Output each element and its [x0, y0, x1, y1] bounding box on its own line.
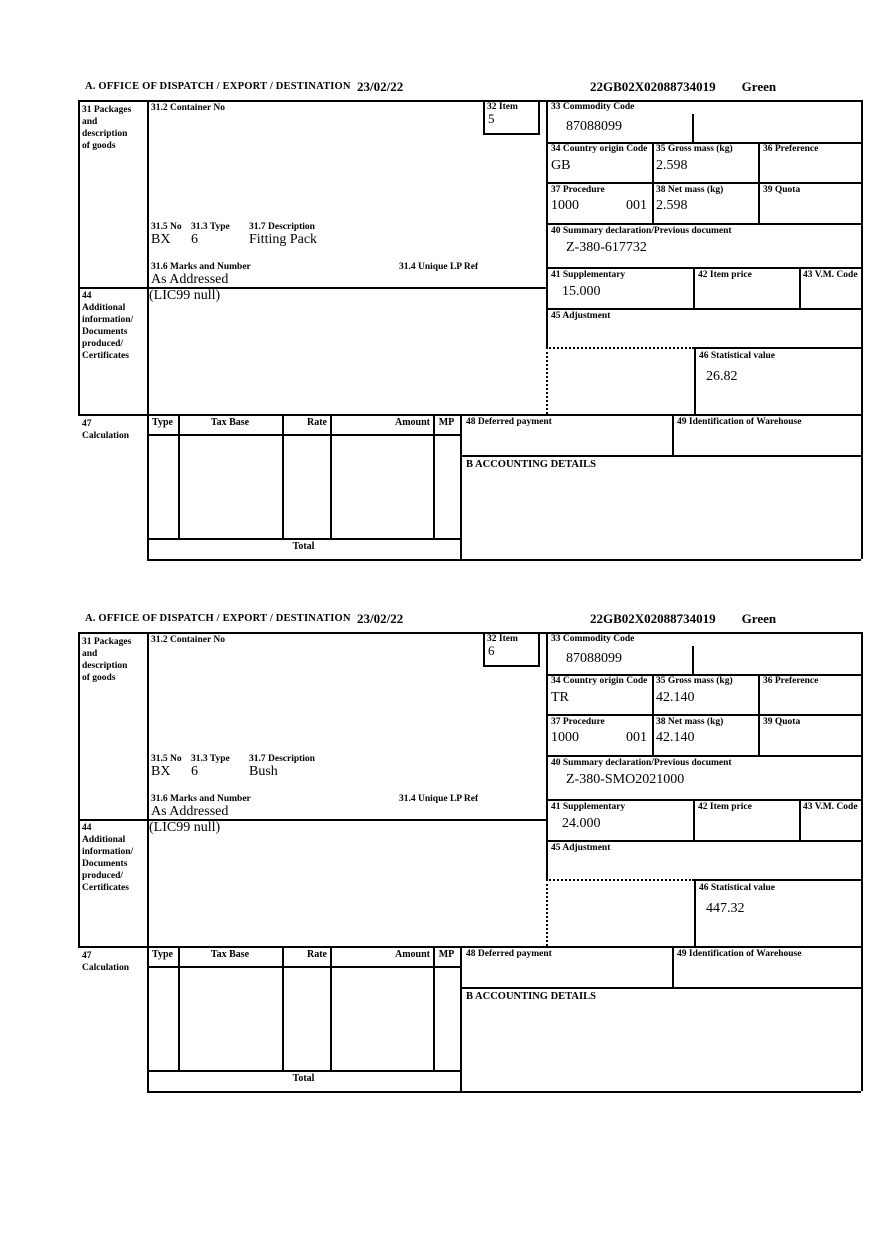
column-header-amount: Amount	[394, 949, 430, 960]
divider-line	[147, 1091, 861, 1093]
routing-status: Green	[741, 79, 777, 94]
calculation-label: 47 Calculation	[82, 419, 129, 441]
item-label: 32 Item	[487, 102, 518, 112]
country-origin-label: 34 Country origin Code	[551, 144, 648, 154]
total-label: Total	[292, 541, 315, 552]
divider-line	[799, 799, 801, 840]
dotted-divider-line	[546, 347, 694, 349]
procedure-extra-code: 001	[626, 730, 647, 745]
divider-line	[693, 267, 695, 308]
dotted-divider-line	[546, 879, 548, 946]
divider-line	[147, 966, 460, 968]
divider-line	[433, 414, 435, 538]
divider-line	[692, 114, 694, 142]
procedure-value	[551, 730, 647, 745]
office-of-dispatch-label: A. OFFICE OF DISPATCH / EXPORT / DESTINATION	[85, 613, 351, 624]
declaration-item-section-2	[0, 610, 882, 1118]
declaration-reference	[590, 611, 776, 627]
supplementary-units-value: 24.000	[562, 816, 601, 831]
declaration-date: 23/02/22	[357, 79, 404, 94]
deferred-payment-label: 48 Deferred payment	[466, 949, 552, 959]
previous-document-value: Z-380-SMO2021000	[566, 772, 685, 787]
supplementary-label: 41 Supplementary	[551, 802, 626, 812]
column-header-mp: MP	[438, 949, 455, 960]
supplementary-label: 41 Supplementary	[551, 270, 626, 280]
movement-reference-number: 22GB02X02088734019	[590, 79, 716, 94]
container-no-label: 31.2 Container No	[151, 103, 225, 113]
item-label: 32 Item	[487, 634, 518, 644]
summary-declaration-label: 40 Summary declaration/Previous document	[551, 226, 732, 236]
additional-information-label: 44 Additional information/ Documents produced/ Certificates	[82, 291, 134, 361]
calculation-label: 47 Calculation	[82, 951, 129, 973]
item-price-label: 42 Item price	[698, 802, 752, 812]
warehouse-identification-label: 49 Identification of Warehouse	[677, 949, 802, 959]
divider-line	[461, 987, 861, 989]
marks-numbers-value: As Addressed	[151, 272, 229, 287]
procedure-code: 1000	[551, 198, 579, 213]
preference-label: 36 Preference	[763, 676, 819, 686]
pkg-no-label: 31.5 No	[151, 222, 182, 232]
quota-label: 39 Quota	[763, 717, 801, 727]
package-code-value: BX	[151, 764, 171, 779]
vm-code-label: 43 V.M. Code	[803, 802, 858, 812]
marks-and-number-label: 31.6 Marks and Number	[151, 794, 251, 804]
statistical-value-label: 46 Statistical value	[699, 351, 775, 361]
column-header-type: Type	[152, 417, 173, 428]
net-mass-label: 38 Net mass (kg)	[656, 185, 724, 195]
warehouse-identification-label: 49 Identification of Warehouse	[677, 417, 802, 427]
total-label: Total	[292, 1073, 315, 1084]
divider-line	[78, 946, 861, 948]
additional-information-label: 44 Additional information/ Documents produced/ Certificates	[82, 823, 134, 893]
divider-line	[147, 434, 460, 436]
divider-line	[693, 799, 695, 840]
divider-line	[147, 632, 149, 946]
divider-line	[78, 632, 80, 946]
divider-line	[178, 946, 180, 1070]
quota-label: 39 Quota	[763, 185, 801, 195]
column-header-tax-base: Tax Base	[210, 949, 250, 960]
preference-label: 36 Preference	[763, 144, 819, 154]
divider-line	[546, 755, 861, 757]
divider-line	[546, 799, 861, 801]
divider-line	[178, 414, 180, 538]
divider-line	[692, 646, 694, 674]
unique-lp-ref-label: 31.4 Unique LP Ref	[399, 794, 479, 804]
procedure-value	[551, 198, 647, 213]
additional-info-value: (LIC99 null)	[149, 820, 221, 835]
divider-line	[546, 267, 861, 269]
divider-line	[282, 414, 284, 538]
routing-status: Green	[741, 611, 777, 626]
column-header-type: Type	[152, 949, 173, 960]
declaration-date: 23/02/22	[357, 611, 404, 626]
net-mass-value: 42.140	[656, 730, 695, 745]
statistical-value-amount: 447.32	[706, 901, 745, 916]
divider-line	[460, 946, 462, 1091]
packages-description-label: 31 Packages and description of goods	[82, 637, 132, 683]
dotted-divider-line	[546, 347, 548, 414]
divider-line	[546, 714, 861, 716]
package-count-value: 6	[191, 232, 198, 247]
deferred-payment-label: 48 Deferred payment	[466, 417, 552, 427]
divider-line	[546, 840, 861, 842]
accounting-details-label: B ACCOUNTING DETAILS	[466, 459, 596, 470]
country-origin-label: 34 Country origin Code	[551, 676, 648, 686]
divider-line	[546, 182, 861, 184]
net-mass-value: 2.598	[656, 198, 688, 213]
packages-description-label: 31 Packages and description of goods	[82, 105, 132, 151]
pkg-type-label: 31.3 Type	[191, 754, 230, 764]
goods-description-value: Bush	[249, 764, 278, 779]
package-code-value: BX	[151, 232, 171, 247]
dotted-divider-line	[546, 879, 694, 881]
divider-line	[546, 308, 861, 310]
procedure-extra-code: 001	[626, 198, 647, 213]
additional-info-value: (LIC99 null)	[149, 288, 221, 303]
divider-line	[433, 946, 435, 1070]
divider-line	[78, 100, 80, 414]
gross-mass-label: 35 Gross mass (kg)	[656, 144, 733, 154]
item-price-label: 42 Item price	[698, 270, 752, 280]
divider-line	[672, 946, 674, 987]
accounting-details-label: B ACCOUNTING DETAILS	[466, 991, 596, 1002]
divider-line	[861, 632, 863, 1091]
pkg-no-label: 31.5 No	[151, 754, 182, 764]
divider-line	[78, 632, 861, 634]
pkg-description-label: 31.7 Description	[249, 222, 315, 232]
column-header-mp: MP	[438, 417, 455, 428]
divider-line	[78, 100, 861, 102]
divider-line	[78, 414, 861, 416]
column-header-rate: Rate	[307, 949, 327, 960]
divider-line	[861, 100, 863, 559]
country-origin-value: GB	[551, 158, 571, 173]
adjustment-label: 45 Adjustment	[551, 311, 611, 321]
divider-line	[147, 100, 149, 414]
marks-and-number-label: 31.6 Marks and Number	[151, 262, 251, 272]
pkg-description-label: 31.7 Description	[249, 754, 315, 764]
divider-line	[147, 538, 460, 540]
unique-lp-ref-label: 31.4 Unique LP Ref	[399, 262, 479, 272]
divider-line	[330, 946, 332, 1070]
net-mass-label: 38 Net mass (kg)	[656, 717, 724, 727]
divider-line	[330, 414, 332, 538]
vm-code-label: 43 V.M. Code	[803, 270, 858, 280]
statistical-value-label: 46 Statistical value	[699, 883, 775, 893]
summary-declaration-label: 40 Summary declaration/Previous document	[551, 758, 732, 768]
adjustment-label: 45 Adjustment	[551, 843, 611, 853]
movement-reference-number: 22GB02X02088734019	[590, 611, 716, 626]
goods-description-value: Fitting Pack	[249, 232, 318, 247]
commodity-code-value: 87088099	[566, 651, 622, 666]
gross-mass-value: 2.598	[656, 158, 688, 173]
declaration-reference	[590, 79, 776, 95]
package-count-value: 6	[191, 764, 198, 779]
declaration-item-section-1	[0, 78, 882, 586]
column-header-tax-base: Tax Base	[210, 417, 250, 428]
container-no-label: 31.2 Container No	[151, 635, 225, 645]
divider-line	[147, 1070, 460, 1072]
pkg-type-label: 31.3 Type	[191, 222, 230, 232]
country-origin-value: TR	[551, 690, 569, 705]
statistical-value-amount: 26.82	[706, 369, 738, 384]
gross-mass-value: 42.140	[656, 690, 695, 705]
procedure-code: 1000	[551, 730, 579, 745]
commodity-code-label: 33 Commodity Code	[551, 634, 635, 644]
divider-line	[672, 414, 674, 455]
gross-mass-label: 35 Gross mass (kg)	[656, 676, 733, 686]
commodity-code-label: 33 Commodity Code	[551, 102, 635, 112]
previous-document-value: Z-380-617732	[566, 240, 647, 255]
marks-numbers-value: As Addressed	[151, 804, 229, 819]
divider-line	[546, 223, 861, 225]
divider-line	[460, 414, 462, 559]
divider-line	[799, 267, 801, 308]
procedure-label: 37 Procedure	[551, 717, 605, 727]
commodity-code-value: 87088099	[566, 119, 622, 134]
column-header-amount: Amount	[394, 417, 430, 428]
divider-line	[147, 559, 861, 561]
supplementary-units-value: 15.000	[562, 284, 601, 299]
divider-line	[282, 946, 284, 1070]
office-of-dispatch-label: A. OFFICE OF DISPATCH / EXPORT / DESTINATION	[85, 81, 351, 92]
procedure-label: 37 Procedure	[551, 185, 605, 195]
column-header-rate: Rate	[307, 417, 327, 428]
divider-line	[461, 455, 861, 457]
item-number-value: 5	[488, 111, 495, 126]
item-number-value: 6	[488, 643, 495, 658]
